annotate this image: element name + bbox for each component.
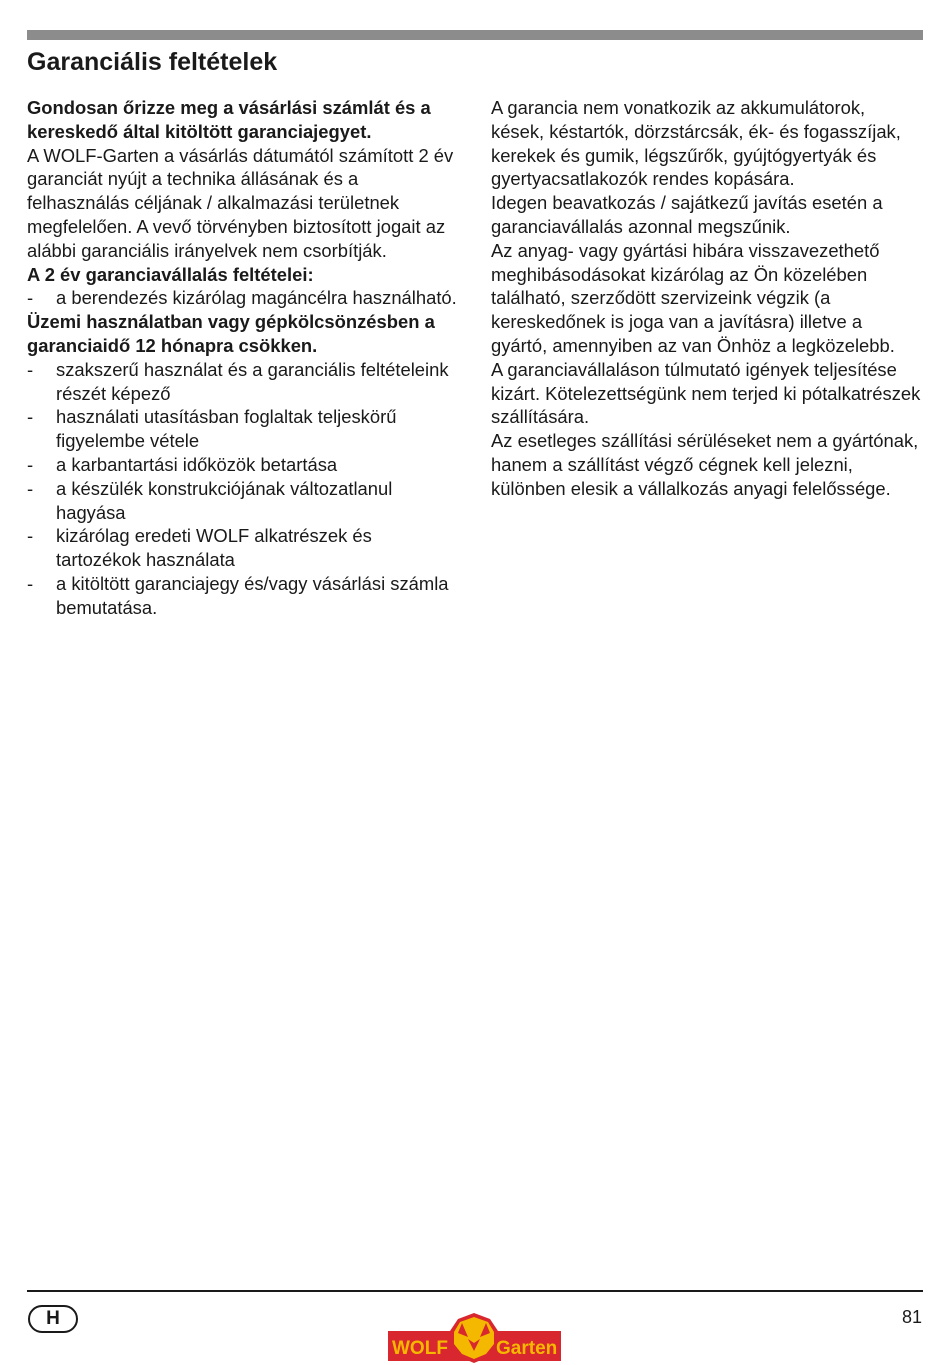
paragraph-service: Az anyag- vagy gyártási hibára visszavezethető meghibásodásokat kizárólag az Ön közelében található, szerződött szervizeink végzik (a kereskedőnek is joga van a javításra) illetve a gyártó, amennyiben az van Önhöz a legközelebb.: [491, 239, 895, 356]
intro-paragraph: A WOLF-Garten a vásárlás dátumától számított 2 év garanciát nyújt a technika állásának és a felhasználás céljának / alkalmazási területnek megfelelően. A vevő törvényben biztosított jogait az alábbi garanciális irányelvek nem csorbítják.: [27, 144, 454, 261]
list-dash: -: [27, 525, 34, 547]
paragraph-claims: A garanciavállaláson túlmutató igények teljesítése kizárt. Kötelezettségünk nem terjed ki pótalkatrészek szállítására.: [491, 358, 921, 428]
logo-text-garten: Garten: [496, 1338, 558, 1359]
list-dash: -: [27, 572, 34, 594]
conditions-list: [27, 286, 459, 310]
commercial-use-note: Üzemi használatban vagy gépkölcsönzésben a garanciaidő 12 hónapra csökken.: [27, 311, 435, 356]
list-item-text: a készülék konstrukciójának változatlanul hagyása: [56, 477, 393, 523]
paragraph-exclusions: A garancia nem vonatkozik az akkumulátorok, kések, késtartók, dörzstárcsák, ék- és fogasszíjak, kerekek és gumik, légszűrők, gyújtógyertyák és gyertyacsatlakozók rendes kopására.: [491, 97, 901, 190]
page-number: 81: [901, 1307, 922, 1327]
list-dash: -: [27, 358, 34, 380]
list-item-text: használati utasításban foglaltak teljeskörű figyelembe vétele: [56, 406, 397, 452]
page-title: Garanciális feltételek: [27, 48, 278, 76]
list-item: [27, 572, 459, 620]
requirements-list: [27, 358, 459, 620]
logo-text-wolf: WOLF: [392, 1338, 448, 1359]
list-dash: -: [27, 406, 34, 428]
list-item: [27, 477, 459, 525]
list-item-text: a berendezés kizárólag magáncélra használható.: [56, 287, 457, 309]
paragraph-transport-damage: Az esetleges szállítási sérüléseket nem a gyártónak, hanem a szállítást végző cégnek kell jelezni, különben elesik a vállalkozás anyagi felelőssége.: [491, 430, 919, 499]
list-item-text: szakszerű használat és a garanciális feltételeink részét képező: [56, 358, 449, 404]
language-badge: H: [28, 1305, 78, 1333]
list-item: [27, 286, 459, 310]
left-column: [27, 96, 459, 620]
header-bar: [27, 30, 923, 40]
intro-bold-paragraph: Gondosan őrizze meg a vásárlási számlát és a kereskedő által kitöltött garanciajegyet.: [27, 97, 431, 142]
footer-rule: [27, 1290, 923, 1292]
conditions-heading: A 2 év garanciavállalás feltételei:: [27, 263, 314, 285]
list-item-text: a kitöltött garanciajegy és/vagy vásárlási számla bemutatása.: [56, 572, 449, 618]
list-item: [27, 405, 459, 453]
list-item: [27, 358, 459, 406]
list-dash: -: [27, 453, 34, 475]
list-dash: -: [27, 287, 34, 309]
list-item-text: kizárólag eredeti WOLF alkatrészek és tartozékok használata: [56, 525, 372, 571]
list-item-text: a karbantartási időközök betartása: [56, 453, 338, 475]
list-item: [27, 453, 459, 477]
right-column: [491, 96, 923, 501]
list-dash: -: [27, 477, 34, 499]
paragraph-unauthorized-repair: Idegen beavatkozás / sajátkezű javítás esetén a garanciavállalás azonnal megszűnik.: [491, 192, 883, 237]
list-item: [27, 524, 459, 572]
wolf-garten-logo: [388, 1311, 561, 1363]
